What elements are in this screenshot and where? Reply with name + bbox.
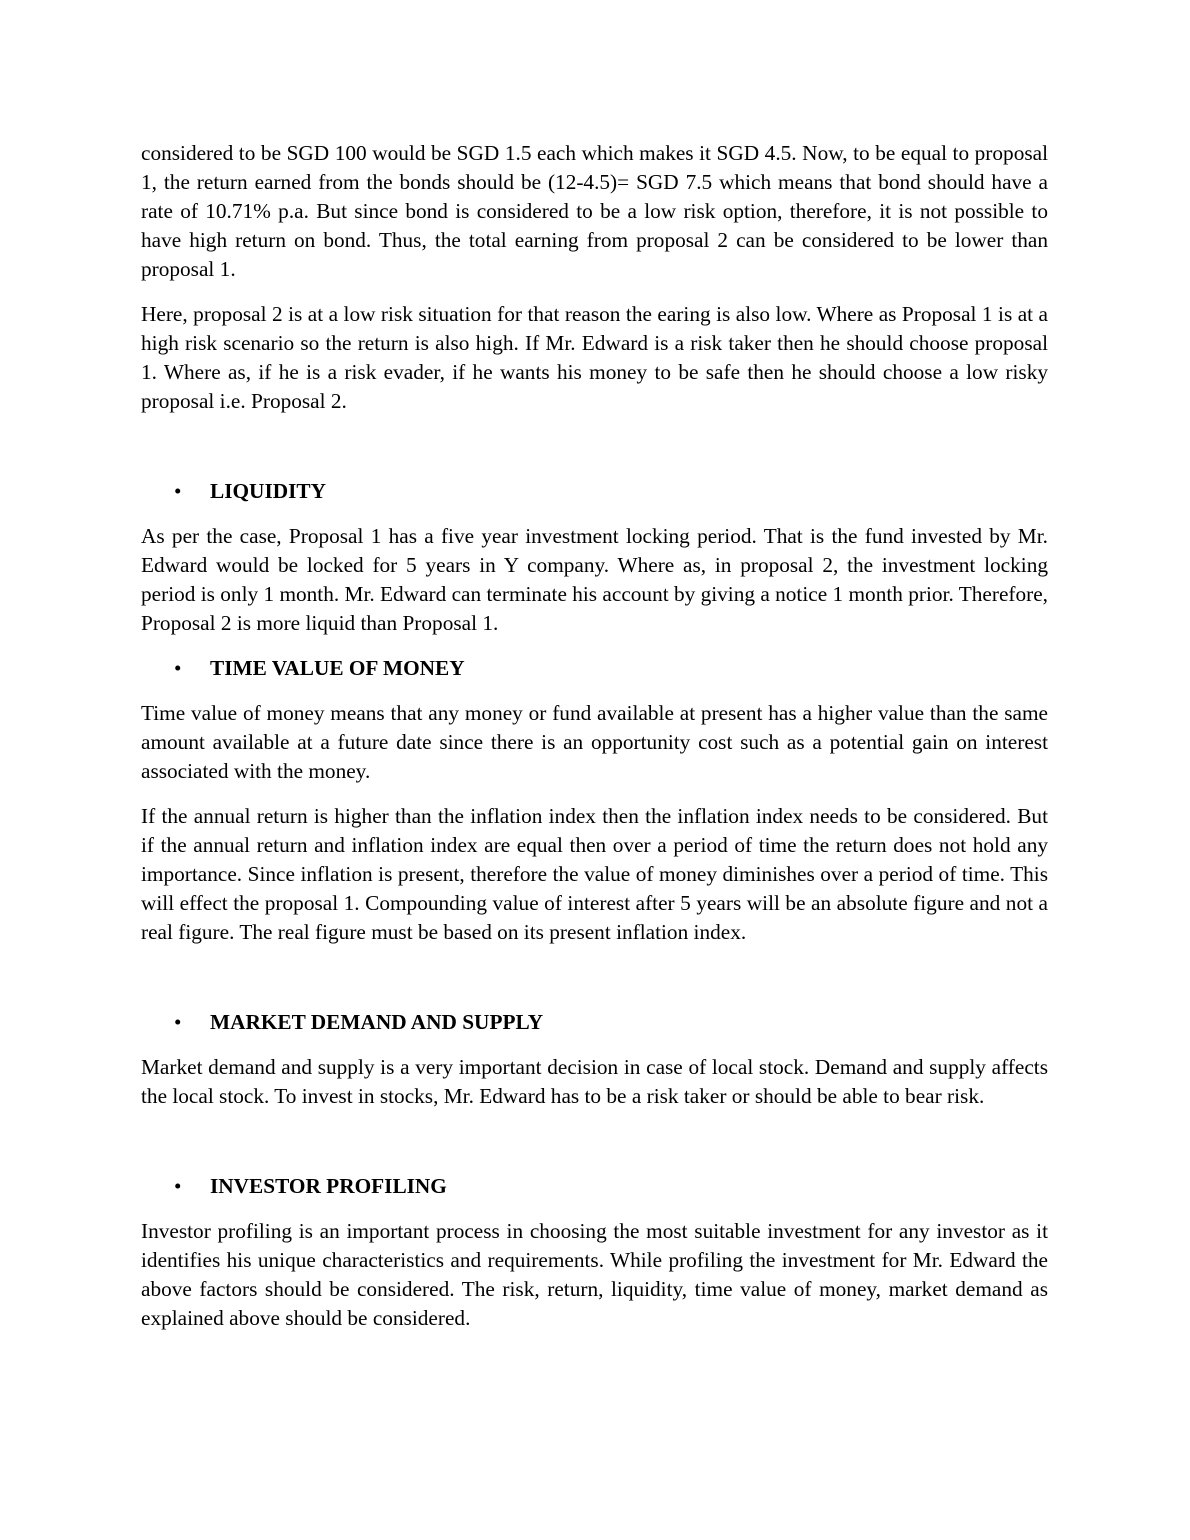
heading-time-value-label: TIME VALUE OF MONEY [210, 656, 465, 680]
bullet-icon: • [174, 1174, 182, 1198]
bullet-icon: • [174, 1010, 182, 1034]
paragraph-bond-return: considered to be SGD 100 would be SGD 1.5 each which makes it SGD 4.5. Now, to be equal to proposal 1, the return earned from the bonds should be (12-4.5)= SGD 7.5 which means that bond should have a rate of 10.71% p.a. But since bond is considered to be a low risk option, therefore, it is not possible to have high return on bond. Thus, the total earning from proposal 2 can be considered to be lower than proposal 1. [141, 141, 1048, 281]
paragraph-inflation: If the annual return is higher than the inflation index then the inflation index needs to be considered. But if the annual return and inflation index are equal then over a period of time the return does not hold any importance. Since inflation is present, therefore the value of money diminishes over a period of time. This will effect the proposal 1. Compounding value of interest after 5 years will be an absolute figure and not a real figure. The real figure must be based on its present inflation index. [141, 804, 1048, 944]
spacer [141, 963, 1048, 1008]
heading-liquidity [141, 477, 1048, 506]
bullet-icon: • [174, 656, 182, 680]
bullet-icon: • [174, 479, 182, 503]
spacer [141, 432, 1048, 477]
heading-time-value [141, 654, 1048, 683]
document-page [141, 139, 1048, 1349]
paragraph-market-demand: Market demand and supply is a very important decision in case of local stock. Demand and supply affects the local stock. To invest in stocks, Mr. Edward has to be a risk taker or should be able to bear risk. [141, 1055, 1048, 1108]
paragraph-risk-comparison: Here, proposal 2 is at a low risk situation for that reason the earing is also low. Where as Proposal 1 is at a high risk scenario so the return is also high. If Mr. Edward is a risk taker then he should choose proposal 1. Where as, if he is a risk evader, if he wants his money to be safe then he should choose a low risky proposal i.e. Proposal 2. [141, 302, 1048, 413]
heading-market-demand [141, 1008, 1048, 1037]
paragraph-time-value-definition: Time value of money means that any money or fund available at present has a higher value than the same amount available at a future date since there is an opportunity cost such as a potential gain on interest associated with the money. [141, 701, 1048, 783]
heading-market-demand-label: MARKET DEMAND AND SUPPLY [210, 1010, 544, 1034]
spacer [141, 1127, 1048, 1172]
heading-liquidity-label: LIQUIDITY [210, 479, 326, 503]
heading-investor-profiling-label: INVESTOR PROFILING [210, 1174, 447, 1198]
paragraph-liquidity: As per the case, Proposal 1 has a five year investment locking period. That is the fund invested by Mr. Edward would be locked for 5 years in Y company. Where as, in proposal 2, the investment locking period is only 1 month. Mr. Edward can terminate his account by giving a notice 1 month prior. Therefore, Proposal 2 is more liquid than Proposal 1. [141, 524, 1048, 635]
paragraph-investor-profiling: Investor profiling is an important process in choosing the most suitable investment for any investor as it identifies his unique characteristics and requirements. While profiling the investment for Mr. Edward the above factors should be considered. The risk, return, liquidity, time value of money, market demand as explained above should be considered. [141, 1219, 1048, 1330]
heading-investor-profiling [141, 1172, 1048, 1201]
